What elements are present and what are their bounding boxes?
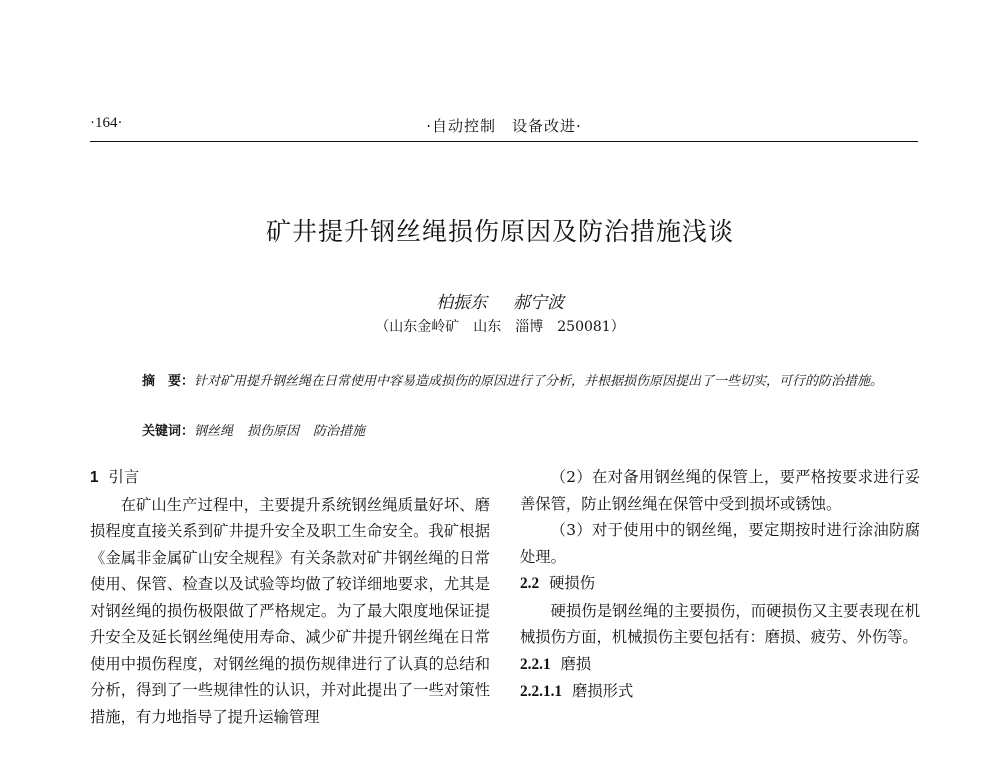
section-number: 1 xyxy=(90,469,99,486)
keyword: 钢丝绳 xyxy=(194,424,234,439)
keyword: 损伤原因 xyxy=(247,424,300,439)
author-line xyxy=(0,288,1000,313)
keywords xyxy=(142,420,902,439)
page-number: ·164· xyxy=(90,115,123,131)
body-paragraph: （3）对于使用中的钢丝绳，要定期按时进行涂油防腐处理。 xyxy=(520,521,920,566)
author-name: 郝宁波 xyxy=(513,293,564,313)
running-head: ·自动控制 设备改进· xyxy=(426,117,582,135)
body-paragraph: （2）在对备用钢丝绳的保管上，要严格按要求进行妥善保管，防止钢丝绳在保管中受到损坏或锈蚀。 xyxy=(520,468,920,513)
section-number: 2.2.1 xyxy=(520,655,551,673)
keyword: 防治措施 xyxy=(313,424,366,439)
page-header xyxy=(90,113,918,139)
article-title: 矿井提升钢丝绳损伤原因及防治措施浅谈 xyxy=(265,217,734,246)
right-column xyxy=(520,464,920,706)
section-number: 2.2 xyxy=(520,575,540,592)
left-column xyxy=(90,464,490,730)
section-title: 磨损形式 xyxy=(572,682,634,700)
section-title: 磨损 xyxy=(560,654,592,673)
section-title: 引言 xyxy=(108,468,140,486)
section-heading xyxy=(520,678,920,706)
keywords-label: 关键词： xyxy=(142,424,195,439)
body-paragraph: 硬损伤是钢丝绳的主要损伤，而硬损伤又主要表现在机械损伤方面，机械损伤主要包括有：磨损、疲劳、外伤等。 xyxy=(520,601,920,646)
abstract-label: 摘 要： xyxy=(142,374,195,389)
section-heading xyxy=(520,570,920,598)
body-paragraph: 在矿山生产过程中，主要提升系统钢丝绳质量好坏、磨损程度直接关系到矿井提升安全及职工生命安全。我矿根据《金属非金属矿山安全规程》有关条款对矿井钢丝绳的日常使用、保管、检查以及试验等均做了较详细地要求，尤其是对钢丝绳的损伤极限做了严格规定。为了最大限度地保证提升安全及延长钢丝绳使用寿命、减少矿井提升钢丝绳在日常使用中损伤程度，对钢丝绳的损伤规律进行了认真的总结和分析，得到了一些规律性的认识，并对此提出了一些对策性措施，有力地指导了提升运输管理 xyxy=(90,495,490,726)
affiliation: （山东金岭矿 山东 淄博 250081） xyxy=(375,319,625,335)
section-heading xyxy=(520,651,920,679)
header-rule xyxy=(90,141,918,142)
author-name: 柏振东 xyxy=(436,293,487,313)
abstract-text: 针对矿用提升钢丝绳在日常使用中容易造成损伤的原因进行了分析，并根据损伤原因提出了一些切实，可行的防治措施。 xyxy=(194,374,884,389)
section-heading xyxy=(90,464,490,492)
section-title: 硬损伤 xyxy=(549,574,596,592)
section-number: 2.2.1.1 xyxy=(520,683,563,700)
abstract xyxy=(142,370,902,394)
